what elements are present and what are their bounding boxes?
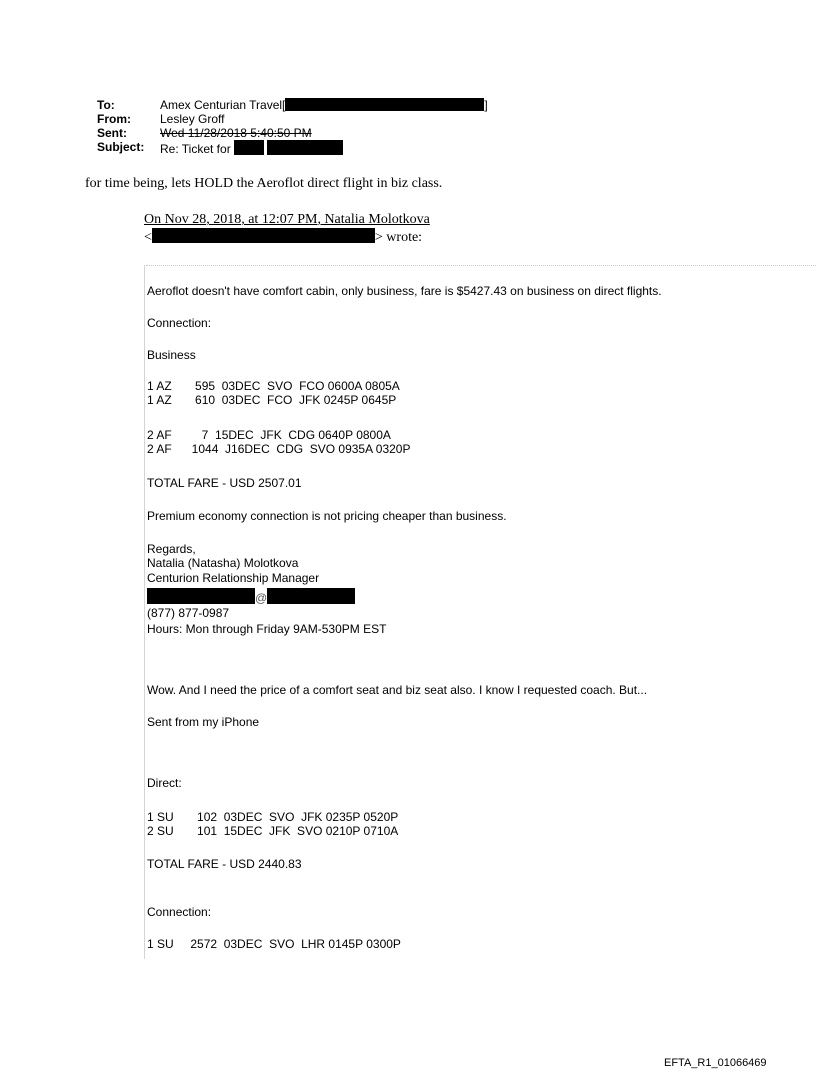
quote-wrote: > wrote: <box>374 230 423 245</box>
to-end: ] <box>484 98 488 112</box>
quote-bar <box>144 265 145 959</box>
wow-line: Wow. And I need the price of a comfort seat and biz seat also. I know I requested coach. But... <box>147 683 648 697</box>
itinerary-line: 1 AZ 610 03DEC FCO JFK 0245P 0645P <box>147 393 397 407</box>
quoted-paragraph-1: Aeroflot doesn't have comfort cabin, only business, fare is $5427.43 on business on direct flights. <box>147 284 662 298</box>
total-fare: TOTAL FARE - USD 2440.83 <box>147 857 302 871</box>
business-label: Business <box>147 348 196 362</box>
direct-label: Direct: <box>147 776 182 790</box>
signature-phone: (877) 877-0987 <box>147 606 230 620</box>
connection-label: Connection: <box>147 316 212 330</box>
redacted-block <box>285 98 484 111</box>
signature-at: @ <box>255 591 268 605</box>
quote-header-line-1: On Nov 28, 2018, at 12:07 PM, Natalia Molotkova <box>144 212 430 227</box>
quote-open-bracket: < <box>144 230 152 245</box>
from-label: From: <box>97 112 131 126</box>
premium-note: Premium economy connection is not pricing cheaper than business. <box>147 509 507 523</box>
total-fare: TOTAL FARE - USD 2507.01 <box>147 476 302 490</box>
itinerary-line: 2 AF 7 15DEC JFK CDG 0640P 0800A <box>147 428 391 442</box>
signature-email <box>147 588 355 605</box>
to-label: To: <box>97 98 115 112</box>
subject-label: Subject: <box>97 140 145 154</box>
redacted-block <box>147 588 255 604</box>
to-name: Amex Centurian Travel[ <box>160 98 286 112</box>
subject-text: Re: Ticket for <box>160 142 231 156</box>
redacted-block <box>152 228 375 243</box>
quote-header-line-2 <box>144 228 430 246</box>
reply-body: for time being, lets HOLD the Aeroflot direct flight in biz class. <box>85 176 443 191</box>
from-value: Lesley Groff <box>160 112 225 126</box>
document-id: EFTA_R1_01066469 <box>664 1057 767 1069</box>
to-value <box>160 98 488 112</box>
itinerary-line: 1 SU 2572 03DEC SVO LHR 0145P 0300P <box>147 937 401 951</box>
sent-from: Sent from my iPhone <box>147 715 260 729</box>
redacted-block <box>267 140 343 155</box>
itinerary-line: 2 AF 1044 J16DEC CDG SVO 0935A 0320P <box>147 442 411 456</box>
sent-label: Sent: <box>97 126 127 140</box>
signature-regards: Regards, <box>147 542 196 556</box>
sent-value: Wed 11/28/2018 5:40:50 PM <box>160 126 312 140</box>
signature-title: Centurion Relationship Manager <box>147 571 320 585</box>
quote-divider <box>146 265 816 266</box>
itinerary-line: 1 SU 102 03DEC SVO JFK 0235P 0520P <box>147 810 399 824</box>
itinerary-line: 1 AZ 595 03DEC SVO FCO 0600A 0805A <box>147 379 400 393</box>
quote-header <box>144 211 430 246</box>
signature-name: Natalia (Natasha) Molotkova <box>147 556 299 570</box>
connection-label: Connection: <box>147 905 212 919</box>
redacted-block <box>234 140 264 155</box>
signature-hours: Hours: Mon through Friday 9AM-530PM EST <box>147 622 387 636</box>
itinerary-line: 2 SU 101 15DEC JFK SVO 0210P 0710A <box>147 824 399 838</box>
subject-value <box>160 140 343 156</box>
redacted-block <box>267 588 355 604</box>
